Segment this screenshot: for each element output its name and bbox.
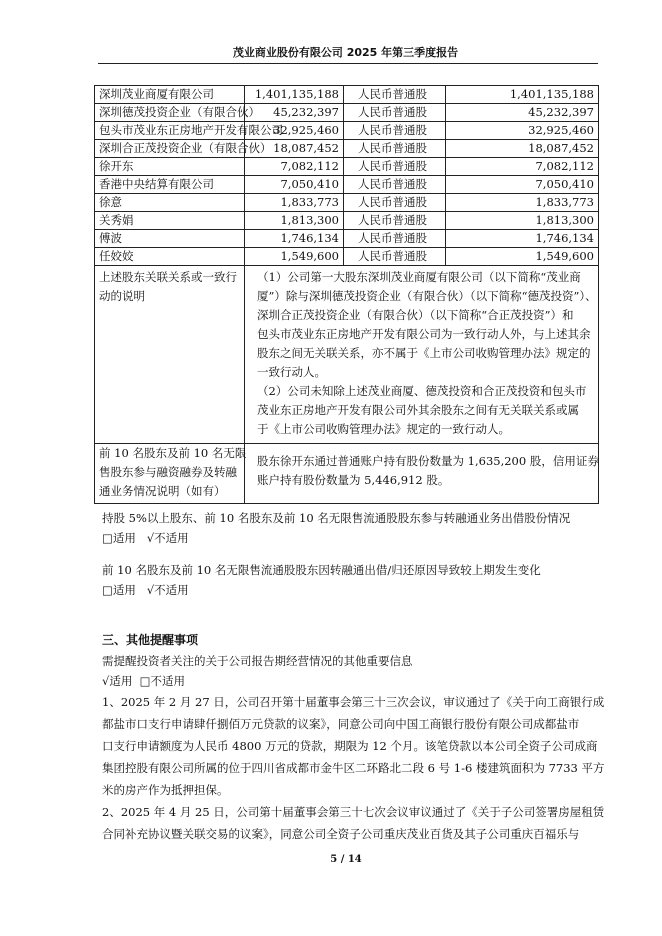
section-applicable-checkbox: √适用 xyxy=(102,674,133,688)
shareholder-row xyxy=(95,212,599,230)
share-count: 7,082,112 xyxy=(446,158,599,176)
shares-held: 45,232,397 xyxy=(245,104,344,122)
shareholder-row xyxy=(95,86,599,104)
relation-text-line: 于《上市公司收购管理办法》规定的一致行动人。 xyxy=(257,422,510,436)
share-type: 人民币普通股 xyxy=(344,230,446,248)
other-matters-list xyxy=(102,691,605,845)
relation-text-line: （2）公司未知除上述茂业商厦、德茂投资和合正茂投资和包头市 xyxy=(257,384,587,398)
margin-text-line: 账户持有股份数量为 5,446,912 股。 xyxy=(257,473,450,487)
shareholder-name: 香港中央结算有限公司 xyxy=(95,176,245,194)
relation-row xyxy=(95,266,599,444)
report-header-title: 茂业商业股份有限公司 2025 年第三季度报告 xyxy=(232,46,459,59)
other-matter-line: 2、2025 年 4 月 25 日，公司第十届董事会第三十七次会议审议通过了《关于子公司签署房屋租赁 xyxy=(102,805,605,819)
other-matter-line: 米的房产作为抵押担保。 xyxy=(102,783,229,797)
share-count: 1,746,134 xyxy=(446,230,599,248)
change-options xyxy=(102,582,598,598)
share-type: 人民币普通股 xyxy=(344,140,446,158)
relation-text xyxy=(245,266,599,444)
shareholder-row xyxy=(95,176,599,194)
shareholder-row xyxy=(95,230,599,248)
shares-held: 18,087,452 xyxy=(245,140,344,158)
margin-row xyxy=(95,444,599,504)
lending-applicable-checkbox: □适用 xyxy=(102,531,136,545)
share-count: 1,833,773 xyxy=(446,194,599,212)
shareholder-table xyxy=(94,85,599,504)
relation-text-line: （1）公司第一大股东深圳茂业商厦有限公司（以下简称“茂业商 xyxy=(257,270,581,284)
shares-held: 1,833,773 xyxy=(245,194,344,212)
share-type: 人民币普通股 xyxy=(344,86,446,104)
shareholder-row xyxy=(95,104,599,122)
share-type: 人民币普通股 xyxy=(344,104,446,122)
share-count: 1,401,135,188 xyxy=(446,86,599,104)
other-matter-line: 1、2025 年 2 月 27 日，公司召开第十届董事会第三十三次会议，审议通过了《关于向工商银行成 xyxy=(102,695,605,709)
page-body xyxy=(94,85,605,867)
lending-title: 持股 5%以上股东、前 10 名股东及前 10 名无限售流通股股东参与转融通业务出借股份情况 xyxy=(102,511,571,525)
header-divider xyxy=(98,63,598,64)
shareholder-name: 徐开东 xyxy=(95,158,245,176)
shareholder-name: 深圳茂业商厦有限公司 xyxy=(95,86,245,104)
margin-label-line: 售股东参与融资融券及转融 xyxy=(99,465,237,479)
share-count: 18,087,452 xyxy=(446,140,599,158)
page-number: 5 / 14 xyxy=(330,854,362,865)
shareholder-row xyxy=(95,194,599,212)
relation-label xyxy=(95,266,245,444)
share-type: 人民币普通股 xyxy=(344,194,446,212)
margin-label-line: 通业务情况说明（如有） xyxy=(99,484,226,498)
other-matter-item xyxy=(102,691,605,801)
lending-not-applicable-checkbox: √不适用 xyxy=(146,531,189,545)
section-intro: 需提醒投资者关注的关于公司报告期经营情况的其他重要信息 xyxy=(102,654,413,668)
shares-held: 32,925,460 xyxy=(245,122,344,140)
shares-held: 7,050,410 xyxy=(245,176,344,194)
relation-text-line: 深圳合正茂投资企业（有限合伙）（以下简称“合正茂投资”）和 xyxy=(257,308,574,322)
other-matter-item xyxy=(102,801,605,845)
relation-text-line: 股东之间无关联关系，亦不属于《上市公司收购管理办法》规定的 xyxy=(257,346,591,360)
shareholder-name: 傅波 xyxy=(95,230,245,248)
margin-label xyxy=(95,444,245,504)
relation-text-line: 一致行动人。 xyxy=(257,365,326,379)
shares-held: 1,401,135,188 xyxy=(245,86,344,104)
relation-label-line: 动的说明 xyxy=(99,289,145,303)
margin-label-line: 前 10 名股东及前 10 名无限 xyxy=(99,446,247,460)
share-type: 人民币普通股 xyxy=(344,176,446,194)
share-count: 1,549,600 xyxy=(446,248,599,266)
change-title: 前 10 名股东及前 10 名无限售流通股股东因转融通出借/归还原因导致较上期发生变化 xyxy=(102,563,541,577)
shares-held: 7,082,112 xyxy=(245,158,344,176)
lending-options xyxy=(102,530,598,546)
shareholder-row xyxy=(95,122,599,140)
shareholder-name: 任姣姣 xyxy=(95,248,245,266)
relation-text-line: 厦”）除与深圳德茂投资企业（有限合伙）（以下简称“德茂投资”）、 xyxy=(257,289,597,303)
share-count: 45,232,397 xyxy=(446,104,599,122)
share-type: 人民币普通股 xyxy=(344,158,446,176)
other-matter-line: 合同补充协议暨关联交易的议案》，同意公司全资子公司重庆茂业百货及其子公司重庆百福乐与 xyxy=(102,827,580,841)
margin-text-line: 股东徐开东通过普通账户持有股份数量为 1,635,200 股，信用证券 xyxy=(257,454,599,468)
section-heading: 三、其他提醒事项 xyxy=(102,633,199,647)
share-type: 人民币普通股 xyxy=(344,248,446,266)
shareholder-name: 关秀娟 xyxy=(95,212,245,230)
shareholder-row xyxy=(95,158,599,176)
shareholder-name: 深圳合正茂投资企业（有限合伙） xyxy=(95,140,245,158)
share-count: 7,050,410 xyxy=(446,176,599,194)
other-matter-line: 口支行申请额度为人民币 4800 万元的贷款，期限为 12 个月。该笔贷款以本公司全资子公司成商 xyxy=(102,739,598,753)
shareholder-row xyxy=(95,140,599,158)
shares-held: 1,549,600 xyxy=(245,248,344,266)
change-applicable-checkbox: □适用 xyxy=(102,583,136,597)
shareholder-name: 深圳德茂投资企业（有限合伙） xyxy=(95,104,245,122)
relation-text-line: 包头市茂业东正房地产开发有限公司为一致行动人外，与上述其余 xyxy=(257,327,591,341)
other-matter-line: 集团控股有限公司所属的位于四川省成都市金牛区二环路北二段 6 号 1-6 楼建筑面积为 7733 平方 xyxy=(102,761,605,775)
share-count: 32,925,460 xyxy=(446,122,599,140)
share-count: 1,813,300 xyxy=(446,212,599,230)
other-matter-line: 都盐市口支行申请肆仟捌佰万元贷款的议案》，同意公司向中国工商银行股份有限公司成都盐市 xyxy=(102,717,580,731)
shareholder-name: 包头市茂业东正房地产开发有限公司 xyxy=(95,122,245,140)
shares-held: 1,813,300 xyxy=(245,212,344,230)
share-type: 人民币普通股 xyxy=(344,212,446,230)
margin-text xyxy=(245,444,599,504)
shareholder-name: 徐意 xyxy=(95,194,245,212)
section-options xyxy=(102,673,598,689)
relation-text-line: 茂业东正房地产开发有限公司外其余股东之间有无关联关系或属 xyxy=(257,403,579,417)
shareholder-row xyxy=(95,248,599,266)
shares-held: 1,746,134 xyxy=(245,230,344,248)
section-not-applicable-checkbox: □不适用 xyxy=(139,674,186,688)
relation-label-line: 上述股东关联关系或一致行 xyxy=(99,270,237,284)
change-not-applicable-checkbox: √不适用 xyxy=(146,583,189,597)
share-type: 人民币普通股 xyxy=(344,122,446,140)
